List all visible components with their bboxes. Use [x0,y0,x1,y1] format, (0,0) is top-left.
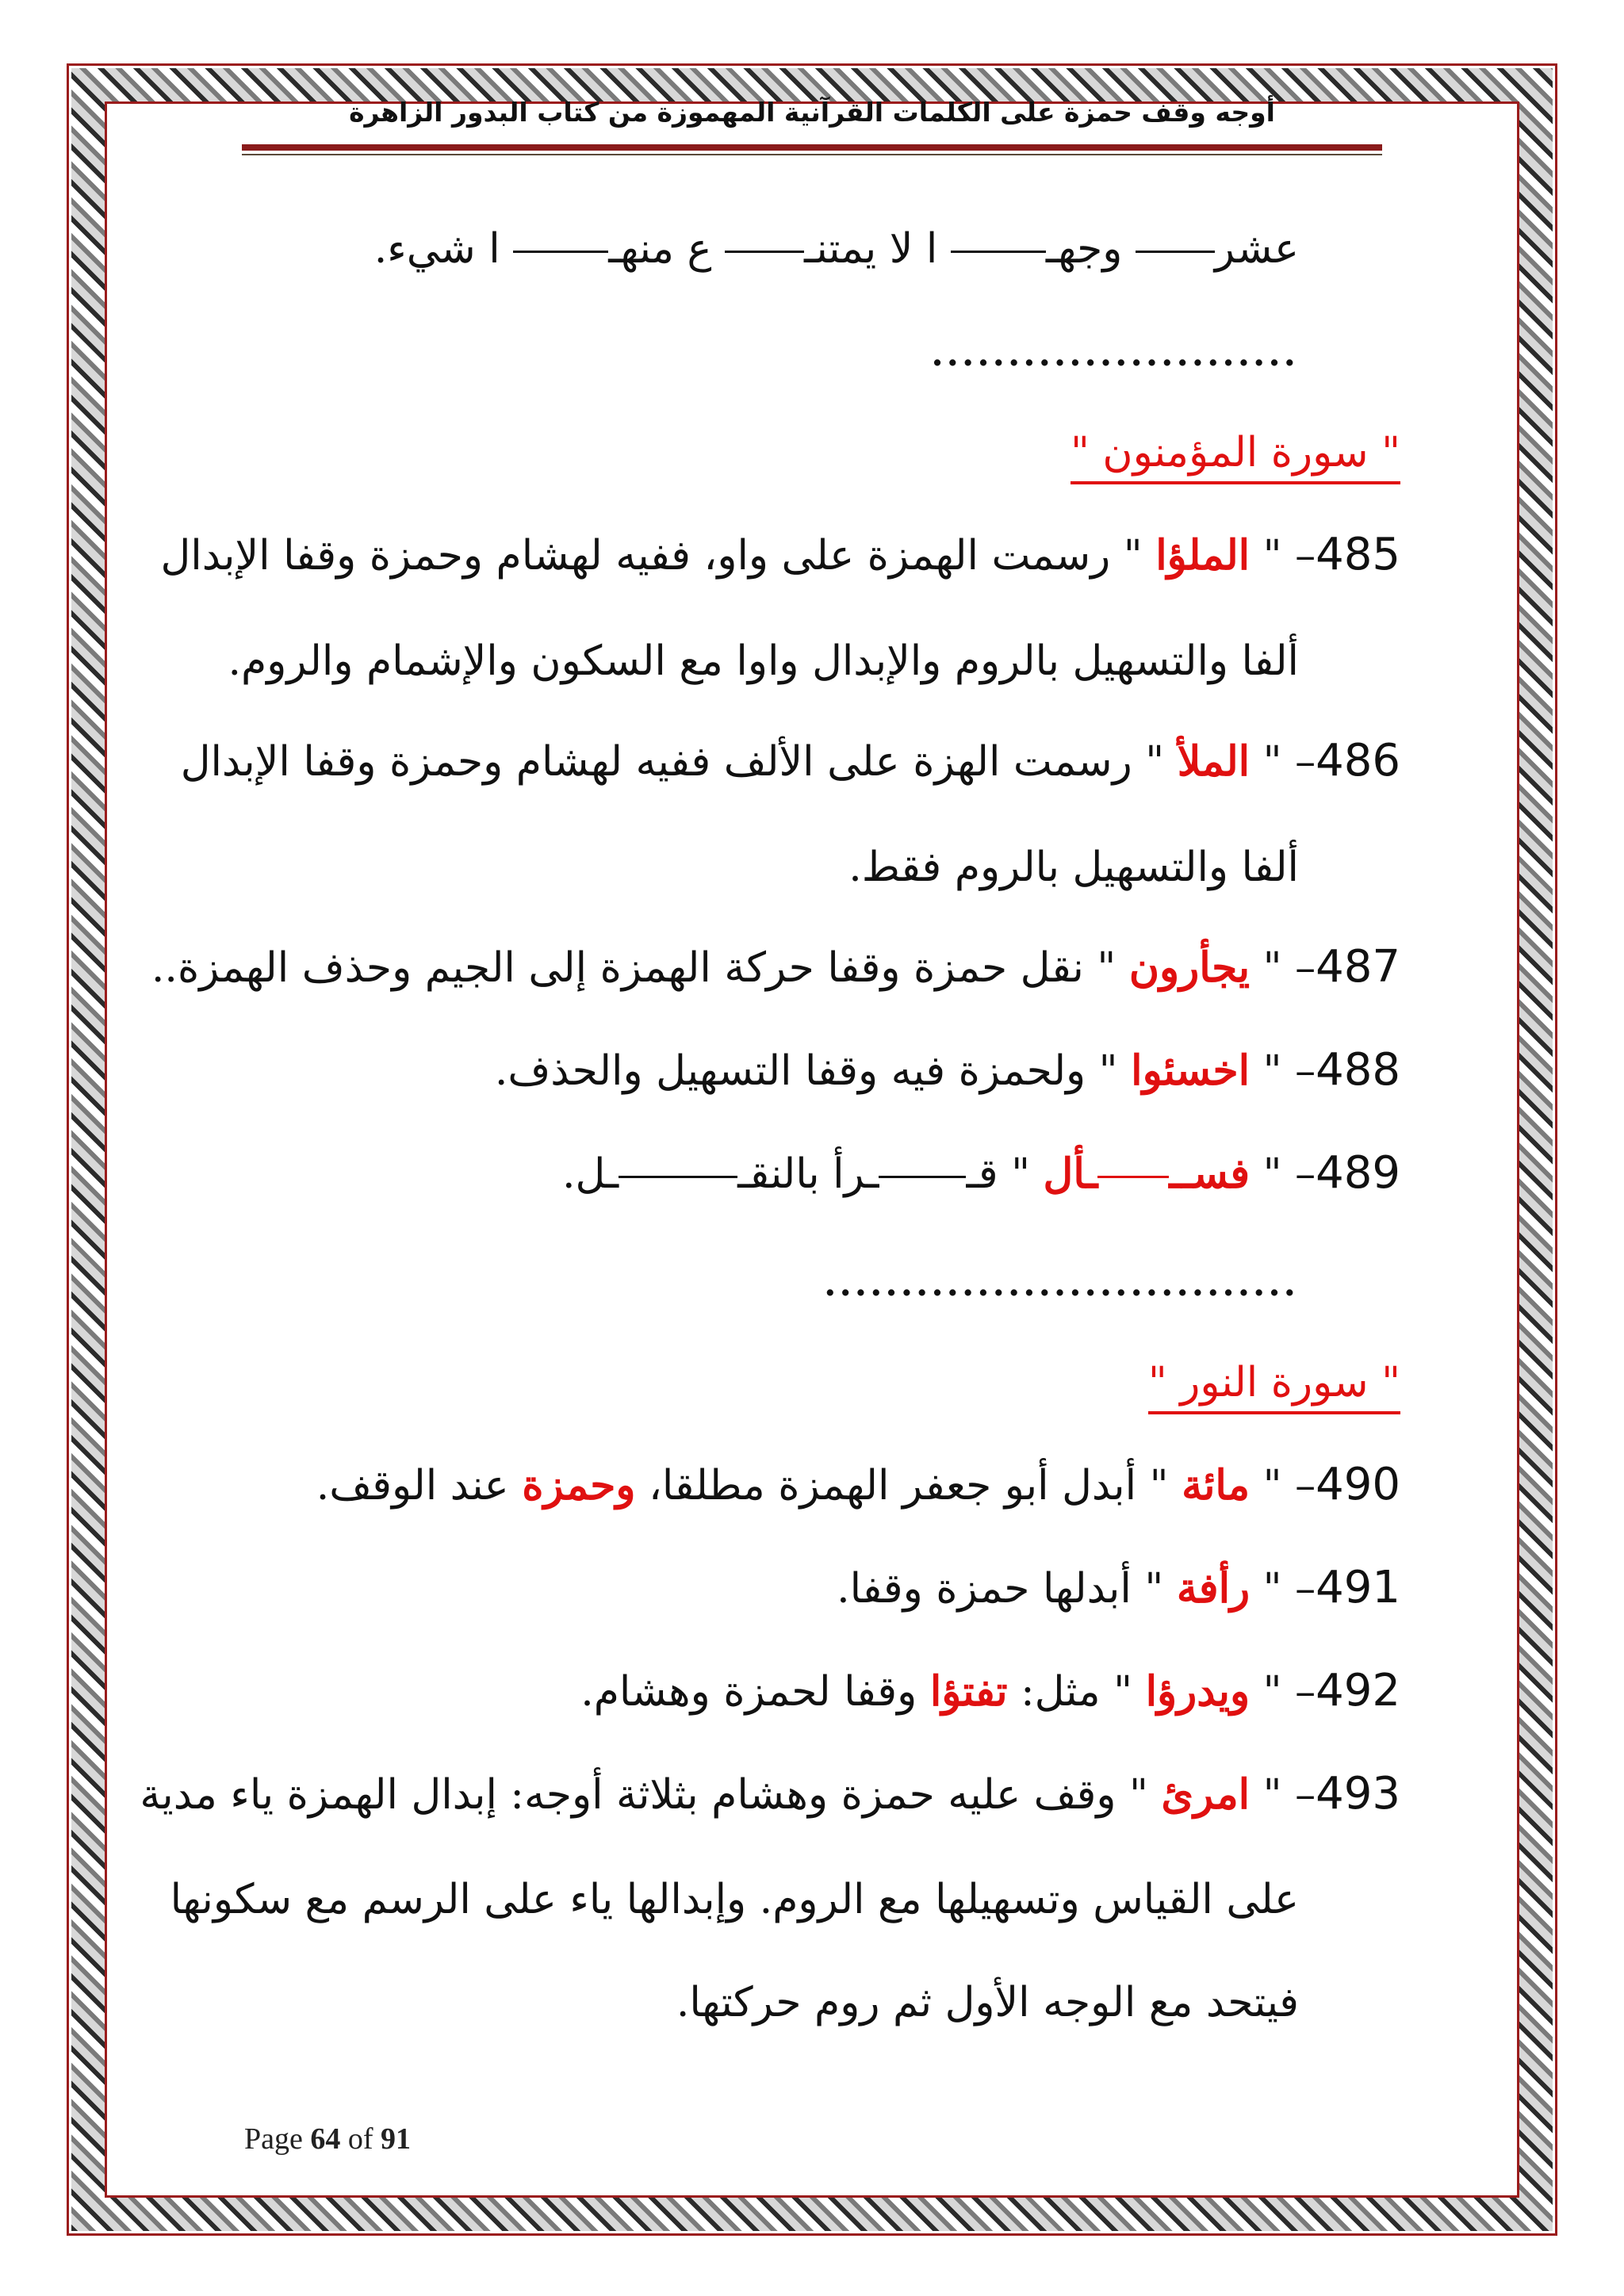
kashida [879,1176,966,1178]
kashida [619,1176,737,1178]
quranic-word: مائة [1182,1461,1251,1510]
intro-text-d: ع منهـ [608,225,712,273]
item-number: 492 [1316,1665,1400,1716]
quranic-word: اخسئوا [1131,1047,1251,1095]
surah-heading-nur: " سورة النور " [1148,1362,1400,1414]
quranic-word: امرئ [1161,1770,1251,1819]
kashida [1136,251,1215,253]
item-number: 490 [1316,1459,1400,1510]
item-number: 488 [1316,1044,1400,1096]
quranic-word-part-b: ـأل [1043,1150,1098,1198]
surah-heading-muminun: " سورة المؤمنون " [1071,432,1400,484]
item-text-c: ـل. [562,1150,619,1198]
item-488: 488– " اخسئوا " ولحمزة فيه وقفا التسهيل والحذف. [494,1044,1400,1096]
separator-dots: ........................ [931,334,1299,374]
item-dash: – [1295,1462,1316,1510]
intro-text-c: ا لا يمتنـ [804,225,938,273]
item-number: 485 [1316,529,1400,580]
intro-line [373,225,1299,273]
item-486-continued: ألفا والتسهيل بالروم فقط. [848,844,1299,891]
footer-of-label: of [347,2122,373,2156]
header-rule [242,144,1382,151]
kashida [951,251,1046,253]
page-footer [244,2122,411,2156]
item-text-a: مثل: [1021,1668,1101,1716]
item-text: ولحمزة فيه وقفا التسهيل والحذف. [494,1047,1086,1095]
item-486: 486– " الملأ " رسمت الهزة على الألف ففيه لهشام وحمزة وقفا الإبدال [180,735,1400,786]
kashida [725,251,804,253]
item-text-a: قـ [966,1150,998,1198]
quranic-word-example: تفتؤا [929,1667,1008,1716]
quranic-word: رأفة [1176,1564,1251,1613]
item-dash: – [1295,1771,1316,1819]
item-493-continued: على القياس وتسهيلها مع الروم. وإبدالها ياء على الرسم مع سكونها [170,1876,1299,1923]
item-number: 491 [1316,1562,1400,1613]
item-dash: – [1295,944,1316,992]
footer-page-label: Page [244,2122,303,2156]
item-number: 489 [1316,1147,1400,1199]
item-dash: – [1295,738,1316,786]
quranic-word-part-a: فســ [1169,1150,1251,1198]
intro-text-e: ا شيء. [373,225,500,273]
item-text-b: عند الوقف. [316,1462,509,1510]
reciter-name: وحمزة [522,1461,636,1510]
item-491: 491– " رأفة " أبدلها حمزة وقفا. [837,1562,1400,1613]
item-number: 487 [1316,941,1400,993]
item-text: وقف عليه حمزة وهشام بثلاثة أوجه: إبدال الهمزة ياء مدية [140,1771,1116,1819]
footer-total-pages: 91 [381,2122,412,2156]
intro-text-b: وجهـ [1045,225,1123,273]
kashida [513,251,608,253]
intro-text-a: عشر [1214,225,1299,273]
item-487: 487– " يجأرون " نقل حمزة وقفا حركة الهمزة إلى الجيم وحذف الهمزة.. [151,941,1400,993]
item-dash: – [1295,1668,1316,1716]
item-number: 486 [1316,735,1400,786]
item-dash: – [1295,1565,1316,1613]
item-492: 492– " ويدرؤا " مثل: تفتؤا وقفا لحمزة وهشام. [580,1665,1400,1716]
item-text-b: وقفا لحمزة وهشام. [580,1668,917,1716]
running-header-title: أوجه وقف حمزة على الكلمات القرآنية المهموزة من كتاب البدور الزاهرة [349,97,1275,128]
item-493-continued-2: فيتحد مع الوجه الأول ثم روم حركتها. [676,1979,1299,2026]
item-dash: – [1295,1150,1316,1198]
quranic-word: ويدرؤا [1145,1667,1251,1716]
quranic-word: الملؤا [1155,531,1251,580]
item-text-a: أبدل أبو جعفر الهمزة مطلقا، [649,1462,1137,1510]
item-dash: – [1295,532,1316,580]
header-rule-thin [242,154,1382,155]
item-490: 490– " مائة " أبدل أبو جعفر الهمزة مطلقا، وحمزة عند الوقف. [316,1459,1400,1510]
item-text: رسمت الهزة على الألف ففيه لهشام وحمزة وقفا الإبدال [180,738,1132,786]
item-text: نقل حمزة وقفا حركة الهمزة إلى الجيم وحذف الهمزة.. [151,944,1084,992]
item-text: أبدلها حمزة وقفا. [837,1565,1132,1613]
item-493: 493– " امرئ " وقف عليه حمزة وهشام بثلاثة أوجه: إبدال الهمزة ياء مدية [140,1768,1400,1820]
item-text-b: ـرأ بالنقـ [737,1150,879,1198]
item-489: 489– " فســـأل " قــرأ بالنقــل. [562,1147,1400,1199]
separator-dots-2: ............................... [824,1264,1299,1304]
quranic-word: الملأ [1177,737,1251,786]
item-number: 493 [1316,1768,1400,1820]
item-text: رسمت الهمزة على واو، ففيه لهشام وحمزة وقفا الإبدال [160,532,1111,580]
quranic-word: يجأرون [1128,943,1251,992]
item-dash: – [1295,1047,1316,1095]
item-485: 485– " الملؤا " رسمت الهمزة على واو، ففيه لهشام وحمزة وقفا الإبدال [160,529,1400,580]
footer-page-number: 64 [310,2122,341,2156]
kashida [1097,1176,1169,1178]
item-485-continued: ألفا والتسهيل بالروم والإبدال واوا مع السكون والإشمام والروم. [228,637,1299,685]
